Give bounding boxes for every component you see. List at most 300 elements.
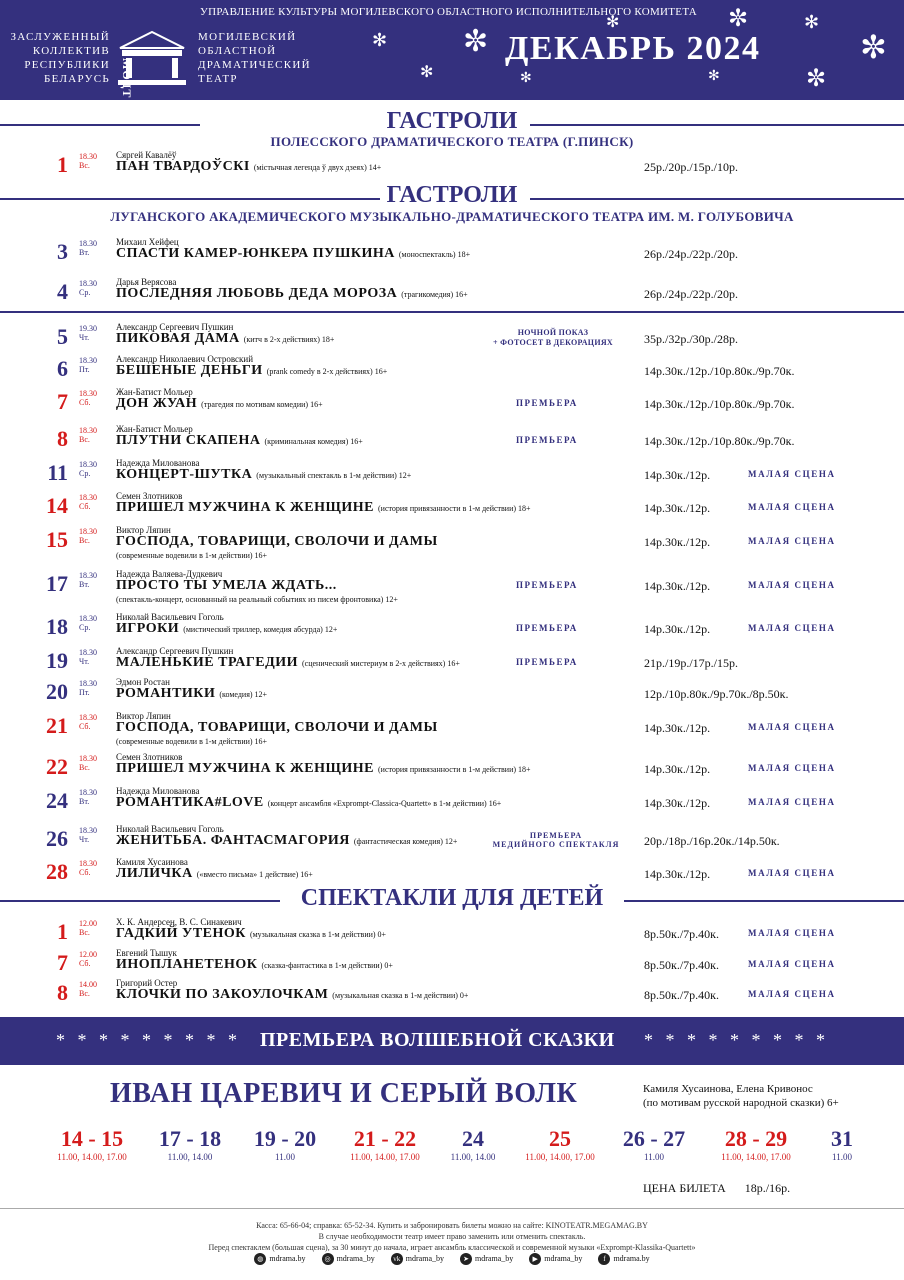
event-note: (мистический триллер, комедия абсурда) 12+ <box>183 625 338 634</box>
tale-date-times: 11.00, 14.00 <box>167 1152 213 1162</box>
event-subnote: (спектакль-концерт, основанный на реальный событиях из писем фронтовика) 12+ <box>116 595 398 604</box>
event-title <box>116 246 470 262</box>
event-note: (история привязанности в 1-м действии) 18+ <box>378 765 531 774</box>
event-title <box>116 957 393 973</box>
event-day: 7 <box>57 389 68 414</box>
night-show-line: + ФОТОСЕТ В ДЕКОРАЦИЯХ <box>493 338 613 347</box>
event-price: 25р./20р./15р./10р. <box>644 160 739 174</box>
theatre-line: МОГИЛЕВСКИЙ <box>198 31 297 43</box>
event-row <box>0 677 904 709</box>
event-day: 17 <box>46 571 68 596</box>
event-time-value: 18.30 <box>79 754 97 763</box>
event-time-value: 12.00 <box>79 950 97 959</box>
event-weekday: Сб. <box>79 959 91 968</box>
globe-icon[interactable]: ◍ <box>254 1253 266 1265</box>
event-note: (моноспектакль) 18+ <box>398 250 471 259</box>
event-price: 12р./10р.80к./9р.70к./8р.50к. <box>644 687 789 701</box>
event-time-value: 12.00 <box>79 919 97 928</box>
night-show-tag <box>488 328 618 348</box>
social-label[interactable]: mdrama.by <box>613 1253 650 1263</box>
event-author: Александр Николаевич Островский <box>116 354 254 364</box>
event-title-text: ПАН ТВАРДОЎСКІ <box>116 159 250 174</box>
event-title-text: ИНОПЛАНЕТЕНОК <box>116 957 258 972</box>
event-time <box>79 648 97 666</box>
tale-date-times: 11.00, 14.00, 17.00 <box>350 1152 420 1162</box>
social-link[interactable] <box>529 1253 582 1265</box>
event-price: 14р.30к./12р. <box>644 762 711 776</box>
tour2-subtitle: ЛУГАНСКОГО АКАДЕМИЧЕСКОГО МУЗЫКАЛЬНО-ДРАМАТИЧЕСКОГО ТЕАТРА ИМ. М. ГОЛУБОВИЧА <box>110 209 794 224</box>
event-title-text: ДОН ЖУАН <box>116 396 198 411</box>
event-price: 8р.50к./7р.40к. <box>644 988 719 1002</box>
small-stage-tag: МАЛАЯ СЦЕНА <box>748 868 836 878</box>
event-title <box>116 655 460 671</box>
event-time <box>79 152 97 170</box>
event-title-text: КОНЦЕРТ-ШУТКА <box>116 467 253 482</box>
event-time-value: 18.30 <box>79 152 97 161</box>
event-title <box>116 578 337 594</box>
tale-date <box>423 1126 523 1162</box>
media-premiere-line: МЕДИЙНОГО СПЕКТАКЛЯ <box>492 840 620 849</box>
event-weekday: Вс. <box>79 536 90 545</box>
event-title-text: ПОСЛЕДНЯЯ ЛЮБОВЬ ДЕДА МОРОЗА <box>116 286 398 301</box>
event-price: 14р.30к./12р. <box>644 501 711 515</box>
tale-date-times: 11.00, 14.00, 17.00 <box>525 1152 595 1162</box>
event-day: 19 <box>46 648 68 673</box>
event-row <box>0 387 904 419</box>
small-stage-tag: МАЛАЯ СЦЕНА <box>748 797 836 807</box>
tale-date-times: 11.00, 14.00, 17.00 <box>721 1152 791 1162</box>
tale-date-times: 11.00 <box>832 1152 852 1162</box>
tale-note: (по мотивам русской народной сказки) 6+ <box>643 1097 839 1109</box>
event-time <box>79 426 97 444</box>
tale-date <box>792 1126 892 1162</box>
small-stage-tag: МАЛАЯ СЦЕНА <box>748 763 836 773</box>
premiere-tag: ПРЕМЬЕРА <box>516 435 578 445</box>
kids-title: СПЕКТАКЛИ ДЛЯ ДЕТЕЙ <box>300 885 604 911</box>
event-weekday: Пт. <box>79 365 90 374</box>
tale-date-day: 28 - 29 <box>724 1126 788 1151</box>
small-stage-tag: МАЛАЯ СЦЕНА <box>748 928 836 938</box>
tale-date-day: 21 - 22 <box>353 1126 417 1151</box>
event-price: 14р.30к./12р. <box>644 535 711 549</box>
event-price: 14р.30к./12р. <box>644 579 711 593</box>
event-title <box>116 500 531 516</box>
event-note: (фантастическая комедия) 12+ <box>353 837 458 846</box>
ticket-info <box>643 1181 790 1196</box>
event-note: (история привязанности в 1-м действии) 18+ <box>378 504 531 513</box>
honor-line: РЕСПУБЛИКИ <box>24 59 110 71</box>
tale-date <box>42 1126 142 1162</box>
vk-icon[interactable]: vk <box>391 1253 403 1265</box>
youtube-icon[interactable]: ▶ <box>529 1253 541 1265</box>
event-day: 22 <box>46 754 68 779</box>
event-note: (сценический мистериум в 2-х действиях) 16+ <box>301 659 460 668</box>
event-row <box>0 612 904 644</box>
event-row <box>0 354 904 386</box>
event-time <box>79 356 97 374</box>
telegram-icon[interactable]: ➤ <box>460 1253 472 1265</box>
event-title <box>116 761 531 777</box>
event-time <box>79 950 97 968</box>
small-stage-tag: МАЛАЯ СЦЕНА <box>748 580 836 590</box>
event-row <box>0 491 904 523</box>
event-row <box>0 322 904 354</box>
event-author: Дарья Верясова <box>116 277 177 287</box>
event-title-text: ГАДКИЙ УТЕНОК <box>116 926 246 941</box>
tale-date-day: 24 <box>462 1126 484 1151</box>
event-row <box>0 824 904 856</box>
event-day: 11 <box>47 460 68 485</box>
event-row <box>0 525 904 560</box>
event-weekday: Чт. <box>79 657 90 666</box>
tale-authors: Камиля Хусаинова, Елена Кривонос <box>643 1083 813 1095</box>
event-time-value: 18.30 <box>79 527 97 536</box>
event-note: (криминальная комедия) 16+ <box>264 437 363 446</box>
tale-date-day: 26 - 27 <box>622 1126 686 1151</box>
event-title-text: РОМАНТИКИ <box>116 686 216 701</box>
divider <box>0 311 904 313</box>
footer-line: В случае необходимости театр имеет право заменить или отменить спектакль. <box>318 1232 586 1241</box>
event-weekday: Пт. <box>79 688 90 697</box>
event-weekday: Вт. <box>79 797 90 806</box>
event-title-text: ПРИШЕЛ МУЖЧИНА К ЖЕНЩИНЕ <box>116 500 374 515</box>
event-time <box>79 754 97 772</box>
tour1-subtitle: ПОЛЕССКОГО ДРАМАТИЧЕСКОГО ТЕАТРА (Г.ПИНСК) <box>270 134 634 149</box>
event-weekday: Чт. <box>79 333 90 342</box>
event-day: 4 <box>57 279 68 304</box>
event-day: 5 <box>57 324 68 349</box>
social-link[interactable] <box>254 1253 305 1265</box>
header-top-line: УПРАВЛЕНИЕ КУЛЬТУРЫ МОГИЛЕВСКОГО ОБЛАСТНОГО ИСПОЛНИТЕЛЬНОГО КОМИТЕТА <box>200 6 698 18</box>
event-title <box>116 926 386 942</box>
event-author: Эдмон Ростан <box>116 677 170 687</box>
event-price: 14р.30к./12р. <box>644 468 711 482</box>
event-time <box>79 826 97 844</box>
event-title <box>116 331 334 347</box>
snowflake-icon: ✻ <box>520 71 532 86</box>
theatre-line: ДРАМАТИЧЕСКИЙ <box>198 59 311 71</box>
event-title <box>116 686 267 702</box>
event-time-value: 18.30 <box>79 389 97 398</box>
event-weekday: Вс. <box>79 435 90 444</box>
tour2-title: ГАСТРОЛИ <box>386 182 518 208</box>
header <box>0 0 904 100</box>
snowflake-icon: ✻ <box>372 30 388 50</box>
event-time-value: 18.30 <box>79 426 97 435</box>
tale-date <box>335 1126 435 1162</box>
event-row <box>0 237 904 269</box>
event-note: (трагикомедия) 16+ <box>401 290 468 299</box>
banner-title: ПРЕМЬЕРА ВОЛШЕБНОЙ СКАЗКИ <box>260 1029 615 1051</box>
event-time-value: 18.30 <box>79 493 97 502</box>
header-theatre-name <box>198 30 311 86</box>
event-author: Евгений Тышук <box>116 948 177 958</box>
event-time-value: 18.30 <box>79 614 97 623</box>
small-stage-tag: МАЛАЯ СЦЕНА <box>748 536 836 546</box>
event-day: 1 <box>57 919 68 944</box>
tale-title: ИВАН ЦАРЕВИЧ И СЕРЫЙ ВОЛК <box>110 1078 578 1109</box>
event-note: (трагедия по мотивам комедии) 16+ <box>201 400 323 409</box>
event-day: 21 <box>46 713 68 738</box>
tale-date <box>604 1126 704 1162</box>
event-weekday: Сб. <box>79 398 91 407</box>
tale-date <box>706 1126 806 1162</box>
event-time-value: 14.00 <box>79 980 97 989</box>
event-weekday: Вс. <box>79 161 90 170</box>
tale-date-times: 11.00, 14.00 <box>450 1152 496 1162</box>
event-title <box>116 720 438 736</box>
tale-date <box>140 1126 240 1162</box>
small-stage-tag: МАЛАЯ СЦЕНА <box>748 989 836 999</box>
theatre-line: ОБЛАСТНОЙ <box>198 45 277 57</box>
event-row <box>0 424 904 456</box>
small-stage-tag: МАЛАЯ СЦЕНА <box>748 959 836 969</box>
event-title <box>116 621 337 637</box>
event-note: (музыкальный спектакль в 1-м действии) 12+ <box>256 471 412 480</box>
event-author: Х. К. Андерсен, В. С. Синакевич <box>116 917 242 927</box>
event-time-value: 18.30 <box>79 460 97 469</box>
event-price: 20р./18р./16р.20к./14р.50к. <box>644 834 780 848</box>
event-weekday: Вс. <box>79 928 90 937</box>
event-time-value: 18.30 <box>79 788 97 797</box>
event-day: 26 <box>46 826 68 851</box>
tale-date-times: 11.00 <box>275 1152 295 1162</box>
honor-line: КОЛЛЕКТИВ <box>32 45 110 57</box>
event-time <box>79 679 97 697</box>
event-title-text: ПРОСТО ТЫ УМЕЛА ЖДАТЬ... <box>116 578 337 593</box>
event-time-value: 18.30 <box>79 648 97 657</box>
event-price: 14р.30к./12р./10р.80к./9р.70к. <box>644 397 795 411</box>
event-subnote: (современные водевили в 1-м действии) 16+ <box>116 737 268 746</box>
event-title-text: РОМАНТИКА#LOVE <box>116 795 264 810</box>
social-label[interactable]: mdrama.by <box>269 1253 306 1263</box>
divider <box>0 1208 904 1209</box>
honor-line: ЗАСЛУЖЕННЫЙ <box>10 31 110 43</box>
event-price: 14р.30к./12р./10р.80к./9р.70к. <box>644 434 795 448</box>
event-time-value: 19.30 <box>79 324 97 333</box>
event-weekday: Сб. <box>79 502 91 511</box>
event-time <box>79 493 97 511</box>
stars-left: * * * * * * * * * <box>56 1030 241 1050</box>
social-link[interactable] <box>391 1253 444 1265</box>
event-title-text: ГОСПОДА, ТОВАРИЩИ, СВОЛОЧИ И ДАМЫ <box>116 720 438 735</box>
snowflake-icon: ✼ <box>463 25 489 58</box>
tale-date-times: 11.00 <box>644 1152 664 1162</box>
snowflake-icon: ✼ <box>728 6 749 32</box>
event-author: Виктор Ляпин <box>116 525 171 535</box>
premiere-tag: ПРЕМЬЕРА <box>516 398 578 408</box>
event-day: 14 <box>46 493 68 518</box>
event-author: Николай Васильевич Гоголь <box>116 824 224 834</box>
social-link[interactable] <box>460 1253 513 1265</box>
event-weekday: Ср. <box>79 469 91 478</box>
event-note: (музыкальная сказка в 1-м действии) 0+ <box>249 930 387 939</box>
event-row <box>0 646 904 678</box>
instagram-icon[interactable]: ◎ <box>322 1253 334 1265</box>
small-stage-tag: МАЛАЯ СЦЕНА <box>748 502 836 512</box>
event-time <box>79 460 97 478</box>
event-note: (китч в 2-х действиях) 18+ <box>243 335 335 344</box>
social-link[interactable] <box>322 1253 375 1265</box>
event-title-text: МАЛЕНЬКИЕ ТРАГЕДИИ <box>116 655 298 670</box>
event-time <box>79 527 97 545</box>
event-title-text: ПИКОВАЯ ДАМА <box>116 331 240 346</box>
footer-line: Перед спектаклем (большая сцена), за 30 минут до начала, играет ансамбль классической и современной музыки «Exprompt-Klassika-Quartett» <box>208 1243 696 1252</box>
event-author: Надежда Валяева-Дудкевич <box>116 569 223 579</box>
event-time <box>79 571 97 589</box>
event-price: 21р./19р./17р./15р. <box>644 656 739 670</box>
event-time <box>79 919 97 937</box>
social-label[interactable]: mdrama_by <box>336 1253 375 1263</box>
stars-right: * * * * * * * * * <box>644 1030 829 1050</box>
event-title <box>116 159 381 175</box>
ticket-label: ЦЕНА БИЛЕТА <box>643 1181 726 1195</box>
event-title-text: БЕШЕНЫЕ ДЕНЬГИ <box>116 363 263 378</box>
event-day: 6 <box>57 356 68 381</box>
footer <box>0 1220 904 1253</box>
event-author: Жан-Батист Мольер <box>116 424 193 434</box>
event-note: (prank comedy в 2-х действиях) 16+ <box>266 367 388 376</box>
event-title-text: КЛОЧКИ ПО ЗАКОУЛОЧКАМ <box>116 987 329 1002</box>
month-title: ДЕКАБРЬ 2024 <box>505 30 761 67</box>
media-premiere-line: ПРЕМЬЕРА <box>529 831 583 840</box>
event-title <box>116 833 457 849</box>
event-row <box>0 752 904 784</box>
tour1-title: ГАСТРОЛИ <box>386 108 518 134</box>
small-stage-tag: МАЛАЯ СЦЕНА <box>748 722 836 732</box>
event-price: 14р.30к./12р. <box>644 721 711 735</box>
event-price: 8р.50к./7р.40к. <box>644 927 719 941</box>
event-row <box>0 569 904 604</box>
facebook-icon[interactable]: f <box>598 1253 610 1265</box>
event-day: 8 <box>57 426 68 451</box>
event-author: Григорий Остер <box>116 978 178 988</box>
snowflake-icon: ✻ <box>804 12 820 32</box>
snowflake-icon: ✻ <box>606 14 620 31</box>
event-row <box>0 711 904 746</box>
event-note: (концерт ансамбля «Exprompt-Classica-Quartett» в 1-м действии) 16+ <box>267 799 502 808</box>
event-row <box>0 948 904 980</box>
snowflake-icon: ✼ <box>806 66 827 92</box>
snowflake-icon: ✻ <box>420 64 434 81</box>
event-title <box>116 795 501 811</box>
event-time-value: 18.30 <box>79 356 97 365</box>
event-time-value: 18.30 <box>79 859 97 868</box>
social-label[interactable]: mdrama_by <box>544 1253 583 1263</box>
tale-date-day: 14 - 15 <box>60 1126 124 1151</box>
social-links <box>0 1253 904 1265</box>
event-day: 15 <box>46 527 68 552</box>
event-author: Семен Злотников <box>116 752 183 762</box>
event-title <box>116 467 411 483</box>
event-price: 14р.30к./12р./10р.80к./9р.70к. <box>644 364 795 378</box>
event-time-value: 18.30 <box>79 239 97 248</box>
snowflake-icon: ✻ <box>708 69 720 84</box>
event-author: Виктор Ляпин <box>116 711 171 721</box>
event-note: (сказка-фантастика в 1-м действии) 0+ <box>261 961 393 970</box>
tale-date-times: 11.00, 14.00, 17.00 <box>57 1152 127 1162</box>
event-time <box>79 324 97 342</box>
event-time <box>79 614 97 632</box>
event-time <box>79 788 97 806</box>
event-price: 26р./24р./22р./20р. <box>644 287 739 301</box>
event-row <box>0 277 904 309</box>
event-note: (комедия) 12+ <box>219 690 268 699</box>
event-author: Семен Злотников <box>116 491 183 501</box>
event-day: 18 <box>46 614 68 639</box>
event-title-text: ЛИЛИЧКА <box>116 866 193 881</box>
event-row <box>0 786 904 818</box>
event-weekday: Вт. <box>79 248 90 257</box>
event-time <box>79 980 97 998</box>
event-title-text: ГОСПОДА, ТОВАРИЩИ, СВОЛОЧИ И ДАМЫ <box>116 534 438 549</box>
event-day: 28 <box>46 859 68 884</box>
event-day: 1 <box>57 152 68 177</box>
social-label[interactable]: mdrama_by <box>405 1253 444 1263</box>
snowflake-icon: ✼ <box>860 29 887 65</box>
event-price: 14р.30к./12р. <box>644 796 711 810</box>
event-price: 26р./24р./22р./20р. <box>644 247 739 261</box>
event-author: Николай Васильевич Гоголь <box>116 612 224 622</box>
event-weekday: Ср. <box>79 288 91 297</box>
footer-line: Касса: 65-66-04; справка: 65-52-34. Купить и забронировать билеты можно на сайте: KINOTEATR.MEGAMAG.BY <box>256 1221 648 1230</box>
event-author: Надежда Милованова <box>116 786 200 796</box>
event-author: Александр Сергеевич Пушкин <box>116 322 234 332</box>
premiere-banner <box>0 1017 904 1065</box>
tale-info <box>643 1082 839 1110</box>
event-subnote: (современные водевили в 1-м действии) 16+ <box>116 551 268 560</box>
event-title-text: ПЛУТНИ СКАПЕНА <box>116 433 261 448</box>
event-author: Михаил Хейфец <box>116 237 179 247</box>
event-title <box>116 987 468 1003</box>
social-label[interactable]: mdrama_by <box>475 1253 514 1263</box>
event-title <box>116 286 468 302</box>
small-stage-tag: МАЛАЯ СЦЕНА <box>748 623 836 633</box>
event-author: Жан-Батист Мольер <box>116 387 193 397</box>
event-row <box>0 458 904 490</box>
event-title-text: ПРИШЕЛ МУЖЧИНА К ЖЕНЩИНЕ <box>116 761 374 776</box>
event-weekday: Ср. <box>79 623 91 632</box>
premiere-tag: ПРЕМЬЕРА <box>516 657 578 667</box>
logo-text: МОДТ <box>120 58 134 99</box>
event-time-value: 18.30 <box>79 679 97 688</box>
event-time-value: 18.30 <box>79 279 97 288</box>
event-weekday: Вс. <box>79 763 90 772</box>
event-title <box>116 534 438 550</box>
event-note: («вместо письма» 1 действие) 16+ <box>196 870 313 879</box>
night-show-line: НОЧНОЙ ПОКАЗ <box>517 328 589 337</box>
event-author: Александр Сергеевич Пушкин <box>116 646 234 656</box>
small-stage-tag: МАЛАЯ СЦЕНА <box>748 469 836 479</box>
event-day: 20 <box>46 679 68 704</box>
event-price: 14р.30к./12р. <box>644 622 711 636</box>
tale-date-day: 25 <box>549 1126 571 1151</box>
event-author: Надежда Милованова <box>116 458 200 468</box>
event-author: Камиля Хусаинова <box>116 857 188 867</box>
social-link[interactable] <box>598 1253 649 1265</box>
event-title <box>116 363 387 379</box>
event-row <box>0 150 904 182</box>
event-price: 14р.30к./12р. <box>644 867 711 881</box>
event-weekday: Вс. <box>79 989 90 998</box>
event-weekday: Сб. <box>79 868 91 877</box>
premiere-tag: ПРЕМЬЕРА <box>516 623 578 633</box>
ticket-price: 18р./16р. <box>744 1181 791 1195</box>
event-title-text: СПАСТИ КАМЕР-ЮНКЕРА ПУШКИНА <box>116 246 395 261</box>
event-weekday: Чт. <box>79 835 90 844</box>
event-day: 7 <box>57 950 68 975</box>
tale-date-day: 19 - 20 <box>253 1126 317 1151</box>
